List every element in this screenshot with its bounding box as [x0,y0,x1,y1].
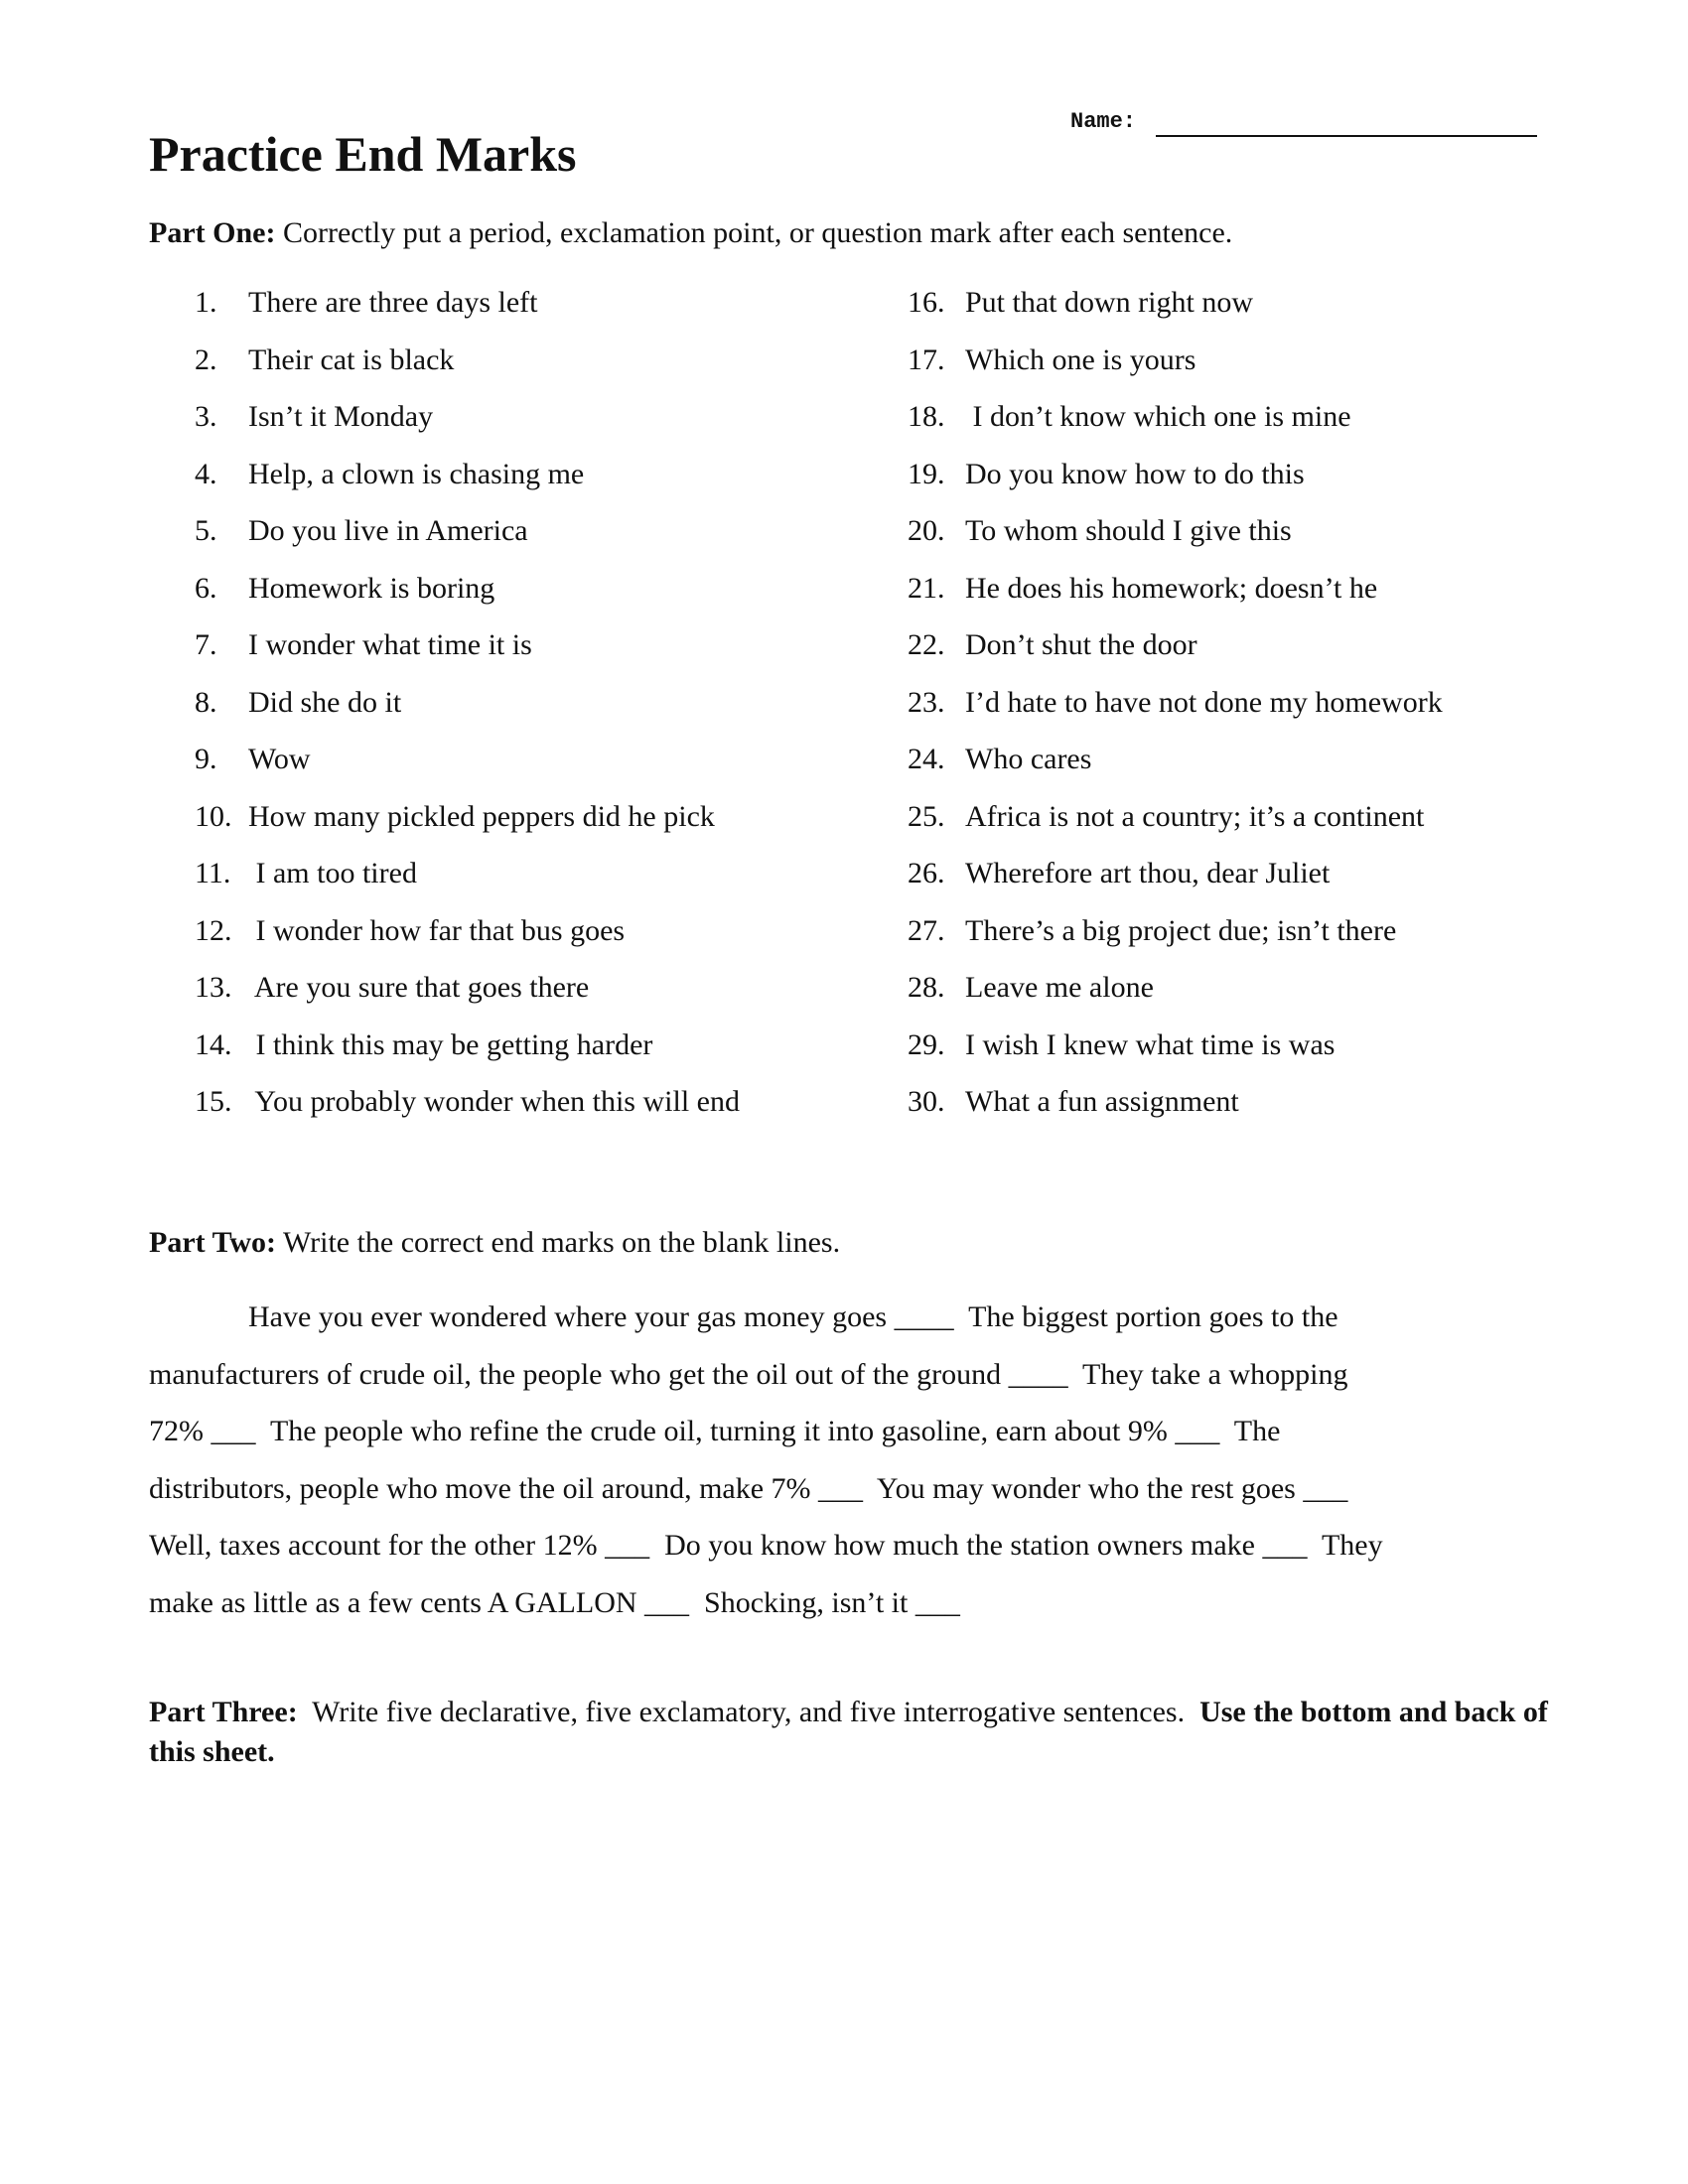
item-sentence: You probably wonder when this will end [248,1085,740,1118]
item-sentence: Did she do it [248,685,402,719]
item-sentence: Their cat is black [248,342,455,376]
item-number: 23. [908,685,945,719]
list-item [195,572,870,629]
item-sentence: Wherefore art thou, dear Juliet [965,857,1331,889]
paragraph-line: Have you ever wondered where your gas money goes ____ The biggest portion goes to the [248,1300,1338,1333]
item-sentence: I am too tired [248,857,417,889]
name-field[interactable] [1156,105,1537,137]
list-item [908,743,1583,800]
item-number: 7. [195,628,217,661]
item-sentence: Isn’t it Monday [248,400,434,433]
item-sentence: Homework is boring [248,571,495,605]
list-item [195,458,870,515]
item-sentence: Who cares [965,743,1092,775]
list-item [908,343,1583,401]
part-three-label: Part Three: [149,1696,298,1728]
part-one-instruction-text: Correctly put a period, exclamation point, or question mark after each sentence. [282,216,1233,249]
list-item [908,286,1583,343]
name-label: Name: [1070,109,1137,134]
paragraph-line: manufacturers of crude oil, the people who get the oil out of the ground ____ They take a whopping [149,1357,1348,1391]
list-item [195,800,870,858]
part-two-label: Part Two: [149,1226,277,1259]
part-three-emphasis: Use the bottom and back of this sheet. [149,1696,1548,1768]
list-item [195,400,870,458]
paragraph-line: make as little as a few cents A GALLON ___ Shocking, isn’t it ___ [149,1585,960,1619]
part-one-label: Part One: [149,216,276,249]
item-sentence: I wonder how far that bus goes [248,913,626,947]
item-sentence: He does his homework; doesn’t he [965,571,1378,605]
list-item [908,1085,1583,1143]
list-item [195,343,870,401]
item-number: 9. [195,743,217,775]
part-one-instructions [149,213,1232,252]
item-sentence: Leave me alone [965,971,1154,1004]
list-item [195,514,870,572]
item-sentence: Do you know how to do this [965,457,1305,490]
item-sentence: Put that down right now [965,286,1253,319]
part-two-instructions [149,1223,840,1262]
list-item [908,914,1583,972]
item-number: 24. [908,743,945,775]
item-number: 30. [908,1085,945,1118]
part-two-paragraph [149,1289,1549,1631]
item-number: 27. [908,913,945,947]
item-sentence: Are you sure that goes there [248,971,590,1004]
part-three-instructions [149,1693,1549,1771]
item-number: 22. [908,628,945,661]
name-row [1070,97,1537,137]
item-number: 5. [195,514,217,547]
paragraph-line: 72% ___ The people who refine the crude oil, turning it into gasoline, earn about 9% ___ The [149,1415,1281,1447]
item-number: 1. [195,286,217,319]
item-sentence: How many pickled peppers did he pick [248,799,715,833]
list-item [195,1028,870,1086]
list-item [908,628,1583,686]
item-number: 11. [195,857,231,889]
list-item [908,458,1583,515]
page-title: Practice End Marks [149,126,577,182]
item-sentence: Which one is yours [965,342,1196,376]
list-item [908,800,1583,858]
item-number: 6. [195,571,217,605]
paragraph-line: distributors, people who move the oil around, make 7% ___ You may wonder who the rest goes ___ [149,1471,1348,1505]
list-item [908,400,1583,458]
paragraph-line: Well, taxes account for the other 12% ___ Do you know how much the station owners make ___ They [149,1529,1383,1562]
list-item [195,971,870,1028]
item-sentence: There are three days left [248,286,538,319]
item-sentence: To whom should I give this [965,514,1292,547]
list-item [908,572,1583,629]
item-number: 16. [908,286,945,319]
part-one-left-list [195,286,870,1143]
list-item [195,743,870,800]
item-number: 20. [908,514,945,547]
list-item [195,914,870,972]
item-sentence: Do you live in America [248,514,528,547]
item-sentence: Wow [248,743,311,775]
part-two-instruction-text: Write the correct end marks on the blank lines. [283,1226,841,1259]
item-number: 14. [195,1027,232,1061]
list-item [195,628,870,686]
item-number: 4. [195,457,217,490]
list-item [195,857,870,914]
item-number: 13. [195,971,232,1004]
item-sentence: Help, a clown is chasing me [248,457,585,490]
list-item [195,1085,870,1143]
item-sentence: I wish I knew what time is was [965,1027,1336,1061]
item-number: 19. [908,457,945,490]
item-sentence: I don’t know which one is mine [965,400,1351,433]
list-item [908,686,1583,744]
item-number: 21. [908,571,945,605]
part-three-instruction-text: Write five declarative, five exclamatory, and five interrogative sentences. [312,1696,1186,1728]
item-sentence: I’d hate to have not done my homework [965,685,1443,719]
list-item [195,286,870,343]
list-item [908,971,1583,1028]
item-number: 2. [195,342,217,376]
list-item [908,514,1583,572]
item-number: 26. [908,857,945,889]
item-sentence: What a fun assignment [965,1085,1239,1118]
item-sentence: I think this may be getting harder [248,1027,653,1061]
item-number: 18. [908,400,945,433]
list-item [908,1028,1583,1086]
item-number: 8. [195,685,217,719]
item-number: 25. [908,799,945,833]
list-item [908,857,1583,914]
item-sentence: Don’t shut the door [965,628,1197,661]
item-number: 17. [908,342,945,376]
item-number: 10. [195,799,232,833]
item-number: 29. [908,1027,945,1061]
list-item [195,686,870,744]
item-number: 15. [195,1085,232,1118]
item-sentence: There’s a big project due; isn’t there [965,913,1397,947]
item-number: 12. [195,913,232,947]
part-one-right-list [908,286,1583,1143]
item-sentence: I wonder what time it is [248,628,532,661]
item-number: 28. [908,971,945,1004]
item-number: 3. [195,400,217,433]
item-sentence: Africa is not a country; it’s a continent [965,799,1425,833]
